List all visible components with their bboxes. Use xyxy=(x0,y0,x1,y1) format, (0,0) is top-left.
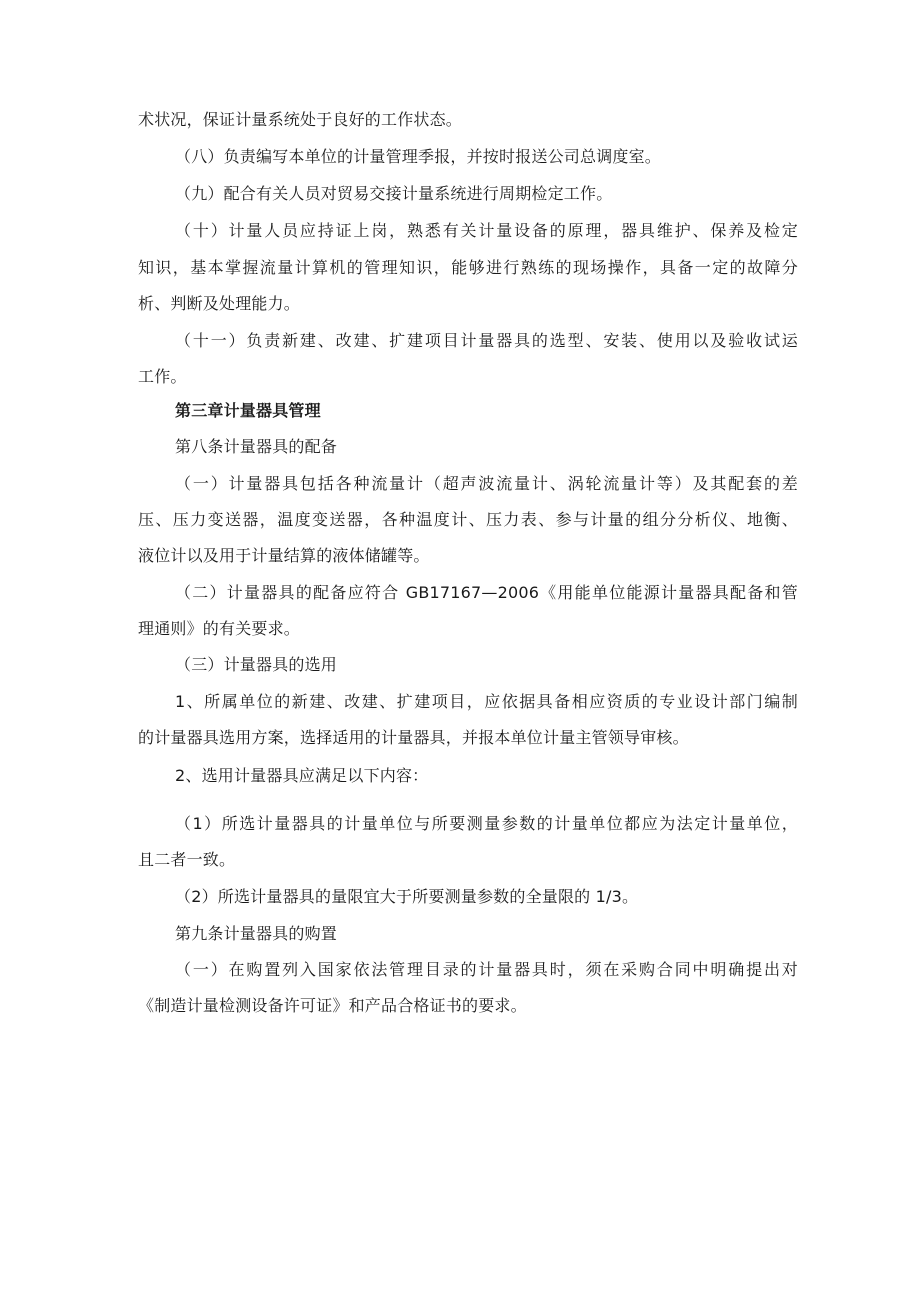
paragraph-line: 析、判断及处理能力。 xyxy=(138,294,301,313)
paragraph-line: 压、压力变送器，温度变送器，各种温度计、压力表、参与计量的组分分析仪、地衡、 xyxy=(138,510,798,529)
paragraph-line: 且二者一致。 xyxy=(138,850,236,869)
paragraph-line: （1）所选计量器具的计量单位与所要测量参数的计量单位都应为法定计量单位， xyxy=(175,814,798,833)
paragraph-line: 的计量器具选用方案，选择适用的计量器具，并报本单位计量主管领导审核。 xyxy=(138,728,689,747)
paragraph-line: （十一）负责新建、改建、扩建项目计量器具的选型、安装、使用以及验收试运 xyxy=(175,331,798,350)
paragraph-line: （二）计量器具的配备应符合 GB17167—2006《用能单位能源计量器具配备和管 xyxy=(175,583,798,602)
paragraph-line: 液位计以及用于计量结算的液体储罐等。 xyxy=(138,546,430,565)
paragraph-line: 《制造计量检测设备许可证》和产品合格证书的要求。 xyxy=(138,996,527,1015)
paragraph-line: （三）计量器具的选用 xyxy=(175,655,338,674)
article-heading: 第九条计量器具的购置 xyxy=(175,924,338,943)
paragraph-line: 理通则》的有关要求。 xyxy=(138,619,301,638)
paragraph-line: （2）所选计量器具的量限宜大于所要测量参数的全量限的 1/3。 xyxy=(175,887,639,906)
paragraph-line: 知识，基本掌握流量计算机的管理知识，能够进行熟练的现场操作，具备一定的故障分 xyxy=(138,258,798,277)
paragraph-line: （八）负责编写本单位的计量管理季报，并按时报送公司总调度室。 xyxy=(175,147,662,166)
paragraph-line: （十）计量人员应持证上岗，熟悉有关计量设备的原理，器具维护、保养及检定 xyxy=(175,221,798,240)
paragraph-line: （九）配合有关人员对贸易交接计量系统进行周期检定工作。 xyxy=(175,184,613,203)
paragraph-line: 工作。 xyxy=(138,367,187,386)
paragraph-line: 1、所属单位的新建、改建、扩建项目，应依据具备相应资质的专业设计部门编制 xyxy=(175,692,798,711)
paragraph-line: 术状况，保证计量系统处于良好的工作状态。 xyxy=(138,110,463,129)
chapter-heading: 第三章计量器具管理 xyxy=(175,401,321,420)
paragraph-line: （一）计量器具包括各种流量计（超声波流量计、涡轮流量计等）及其配套的差 xyxy=(175,474,798,493)
article-heading: 第八条计量器具的配备 xyxy=(175,437,338,456)
paragraph-line: 2、选用计量器具应满足以下内容： xyxy=(175,766,429,785)
paragraph-line: （一）在购置列入国家依法管理目录的计量器具时，须在采购合同中明确提出对 xyxy=(175,960,798,979)
